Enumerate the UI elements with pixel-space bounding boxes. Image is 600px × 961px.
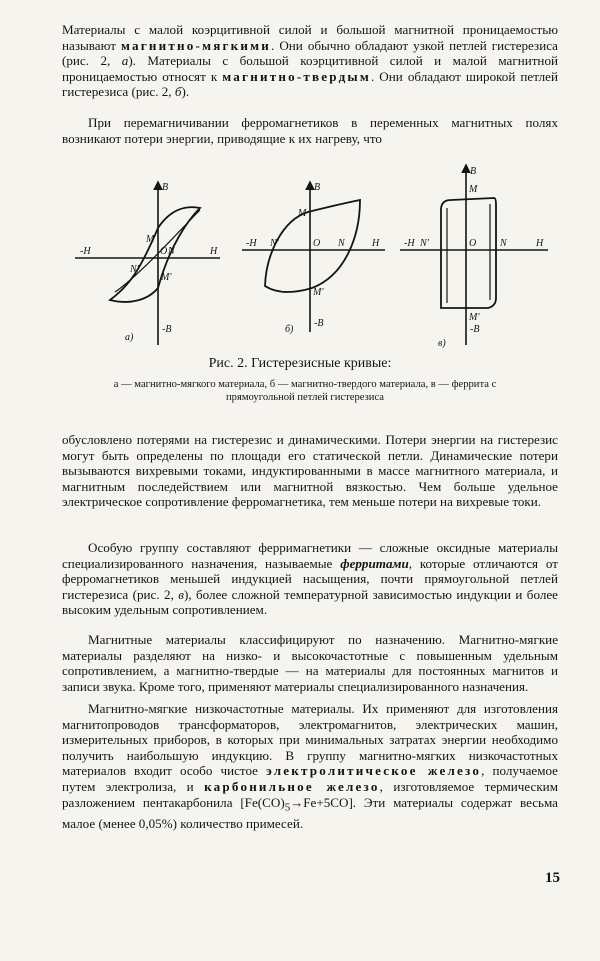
text-run: , изготовляемое термическим разложением пентакарбонила [Fe(CO) [62,778,558,810]
label-neg-b: -B [314,318,324,329]
label-b: B [314,182,321,193]
paragraph-losses-details: обусловлено потерями на гистерезис и динамическими. Потери энергии на гистерезис могут быть определены по площади его статической петли. Динамические потери вызываются вихревыми токами, индуктированными в массе магнитного материала, и магнитным последействием или магнитной вязкостью. Чем больше удельное электрическое сопротивление ферромагнетика, тем меньше потери на вихревые токи. [62,432,558,510]
label-h: H [372,238,380,249]
spaced-term: магнитно-мягкими [121,37,271,53]
label-o: O [313,238,321,249]
label-m: M [469,184,478,195]
label-n: N [500,238,507,249]
page-number: 15 [545,870,560,886]
figure-title: Рис. 2. Гистерезисные кривые: [208,356,392,371]
label-n: N [168,246,175,257]
panel-b-hard-magnetic [242,182,385,335]
paragraph-low-frequency [62,701,558,831]
text-run: . Они обладают широкой петлей гистерезиса (рис. 2, [62,68,558,100]
label-o: O [160,246,168,257]
label-neg-h: -H [80,246,91,257]
figure-ref: в [178,586,184,602]
figure-caption: а — магнитно-мягкого материала, б — магнитно-твердого материала, в — феррита с прямоугольной петлей гистерезиса [113,379,497,403]
subscript: 5 [284,801,291,814]
label-neg-b: -B [162,324,172,335]
hysteresis-figure [70,160,550,360]
text-run: ). Материалы с большой коэрцитивной силой и малой магнитной проницаемостью относят к [62,53,558,84]
label-panel-a: а) [125,332,134,343]
paragraph-classification: Магнитные материалы классифицируют по назначению. Магнитно-мягкие материалы разделяют на низко- и высокочастотные с повышенным удельным сопротивлением, а магнитно-твердые — на материалы для постоянных магнитов и записи звука. Кроме того, применяют материалы специализированного назначения. [62,632,558,694]
label-m: M [146,234,155,245]
paragraph-soft-hard-definition [62,22,558,100]
label-panel-v: в) [438,338,446,349]
figure-ref: б [174,84,182,100]
text-run: Особую группу составляют ферримагнетики — сложные оксидные материалы специализированного назначения, называемые [62,540,558,571]
text-run: ), более сложной температурной зависимостью индукции и более высоким удельным сопротивлением. [62,586,558,618]
label-h: H [536,238,544,249]
text-run: , которые отличаются от ферромагнетиков меньшей индукцией насыщения, почти прямоугольной петлей гистерезиса (рис. 2, [62,555,558,602]
label-m1: M' [469,312,480,323]
label-m: M [298,208,307,219]
paragraph-ferrites [62,540,558,618]
label-m1: M' [161,272,172,283]
paragraph-losses-intro: При перемагничивании ферромагнетиков в переменных магнитных полях возникают потери энергии, приводящие к их нагреву, что [62,115,558,146]
spaced-term: электролитическое железо [266,763,482,779]
text-run: Магнитно-мягкие низкочастотные материалы. Их применяют для изготовления магнитопроводов трансформаторов, электромагнитов, электрических машин, измерительных приборов, в которых при минимальных затратах энергии необходимо получить наибольшую индукцию. В группу магнитно-мягких низкочастотных материалов входит особо чистое [62,701,558,779]
label-h: H [210,246,218,257]
text-run: →Fe+5CO]. Эти материалы содержат весьма малое (менее 0,05%) количество примесей. [62,794,558,831]
text-run: . Они обычно обладают узкой петлей гистерезиса (рис. 2, [62,37,558,69]
loop-inner-edges [447,204,490,303]
label-n1: N' [130,264,139,275]
loop-rectangular [441,198,496,308]
label-b: B [470,166,477,177]
panel-v-ferrite [400,165,548,349]
panel-a-soft-magnetic [75,182,220,345]
spaced-term: карбонильное железо [204,778,380,794]
label-b: B [162,182,169,193]
text-run: ). [181,84,190,100]
text-run: , получаемое путем электролиза, и [62,763,558,794]
figure-ref: а [121,53,129,69]
text-run: Материалы с малой коэрцитивной силой и большой магнитной проницаемостью называют [62,22,558,53]
label-o: O [469,238,477,249]
label-n1: N' [270,238,279,249]
label-neg-h: -H [404,238,415,249]
label-m1: M' [313,287,324,298]
loop-narrow [110,207,200,302]
spaced-term: магнитно-твердым [222,68,371,84]
label-n: N [338,238,345,249]
hysteresis-diagram [70,160,550,360]
italic-term: ферритами [340,555,409,571]
label-panel-b: б) [285,324,294,335]
label-neg-b: -B [470,324,480,335]
label-neg-h: -H [246,238,257,249]
label-n1: N' [420,238,429,249]
